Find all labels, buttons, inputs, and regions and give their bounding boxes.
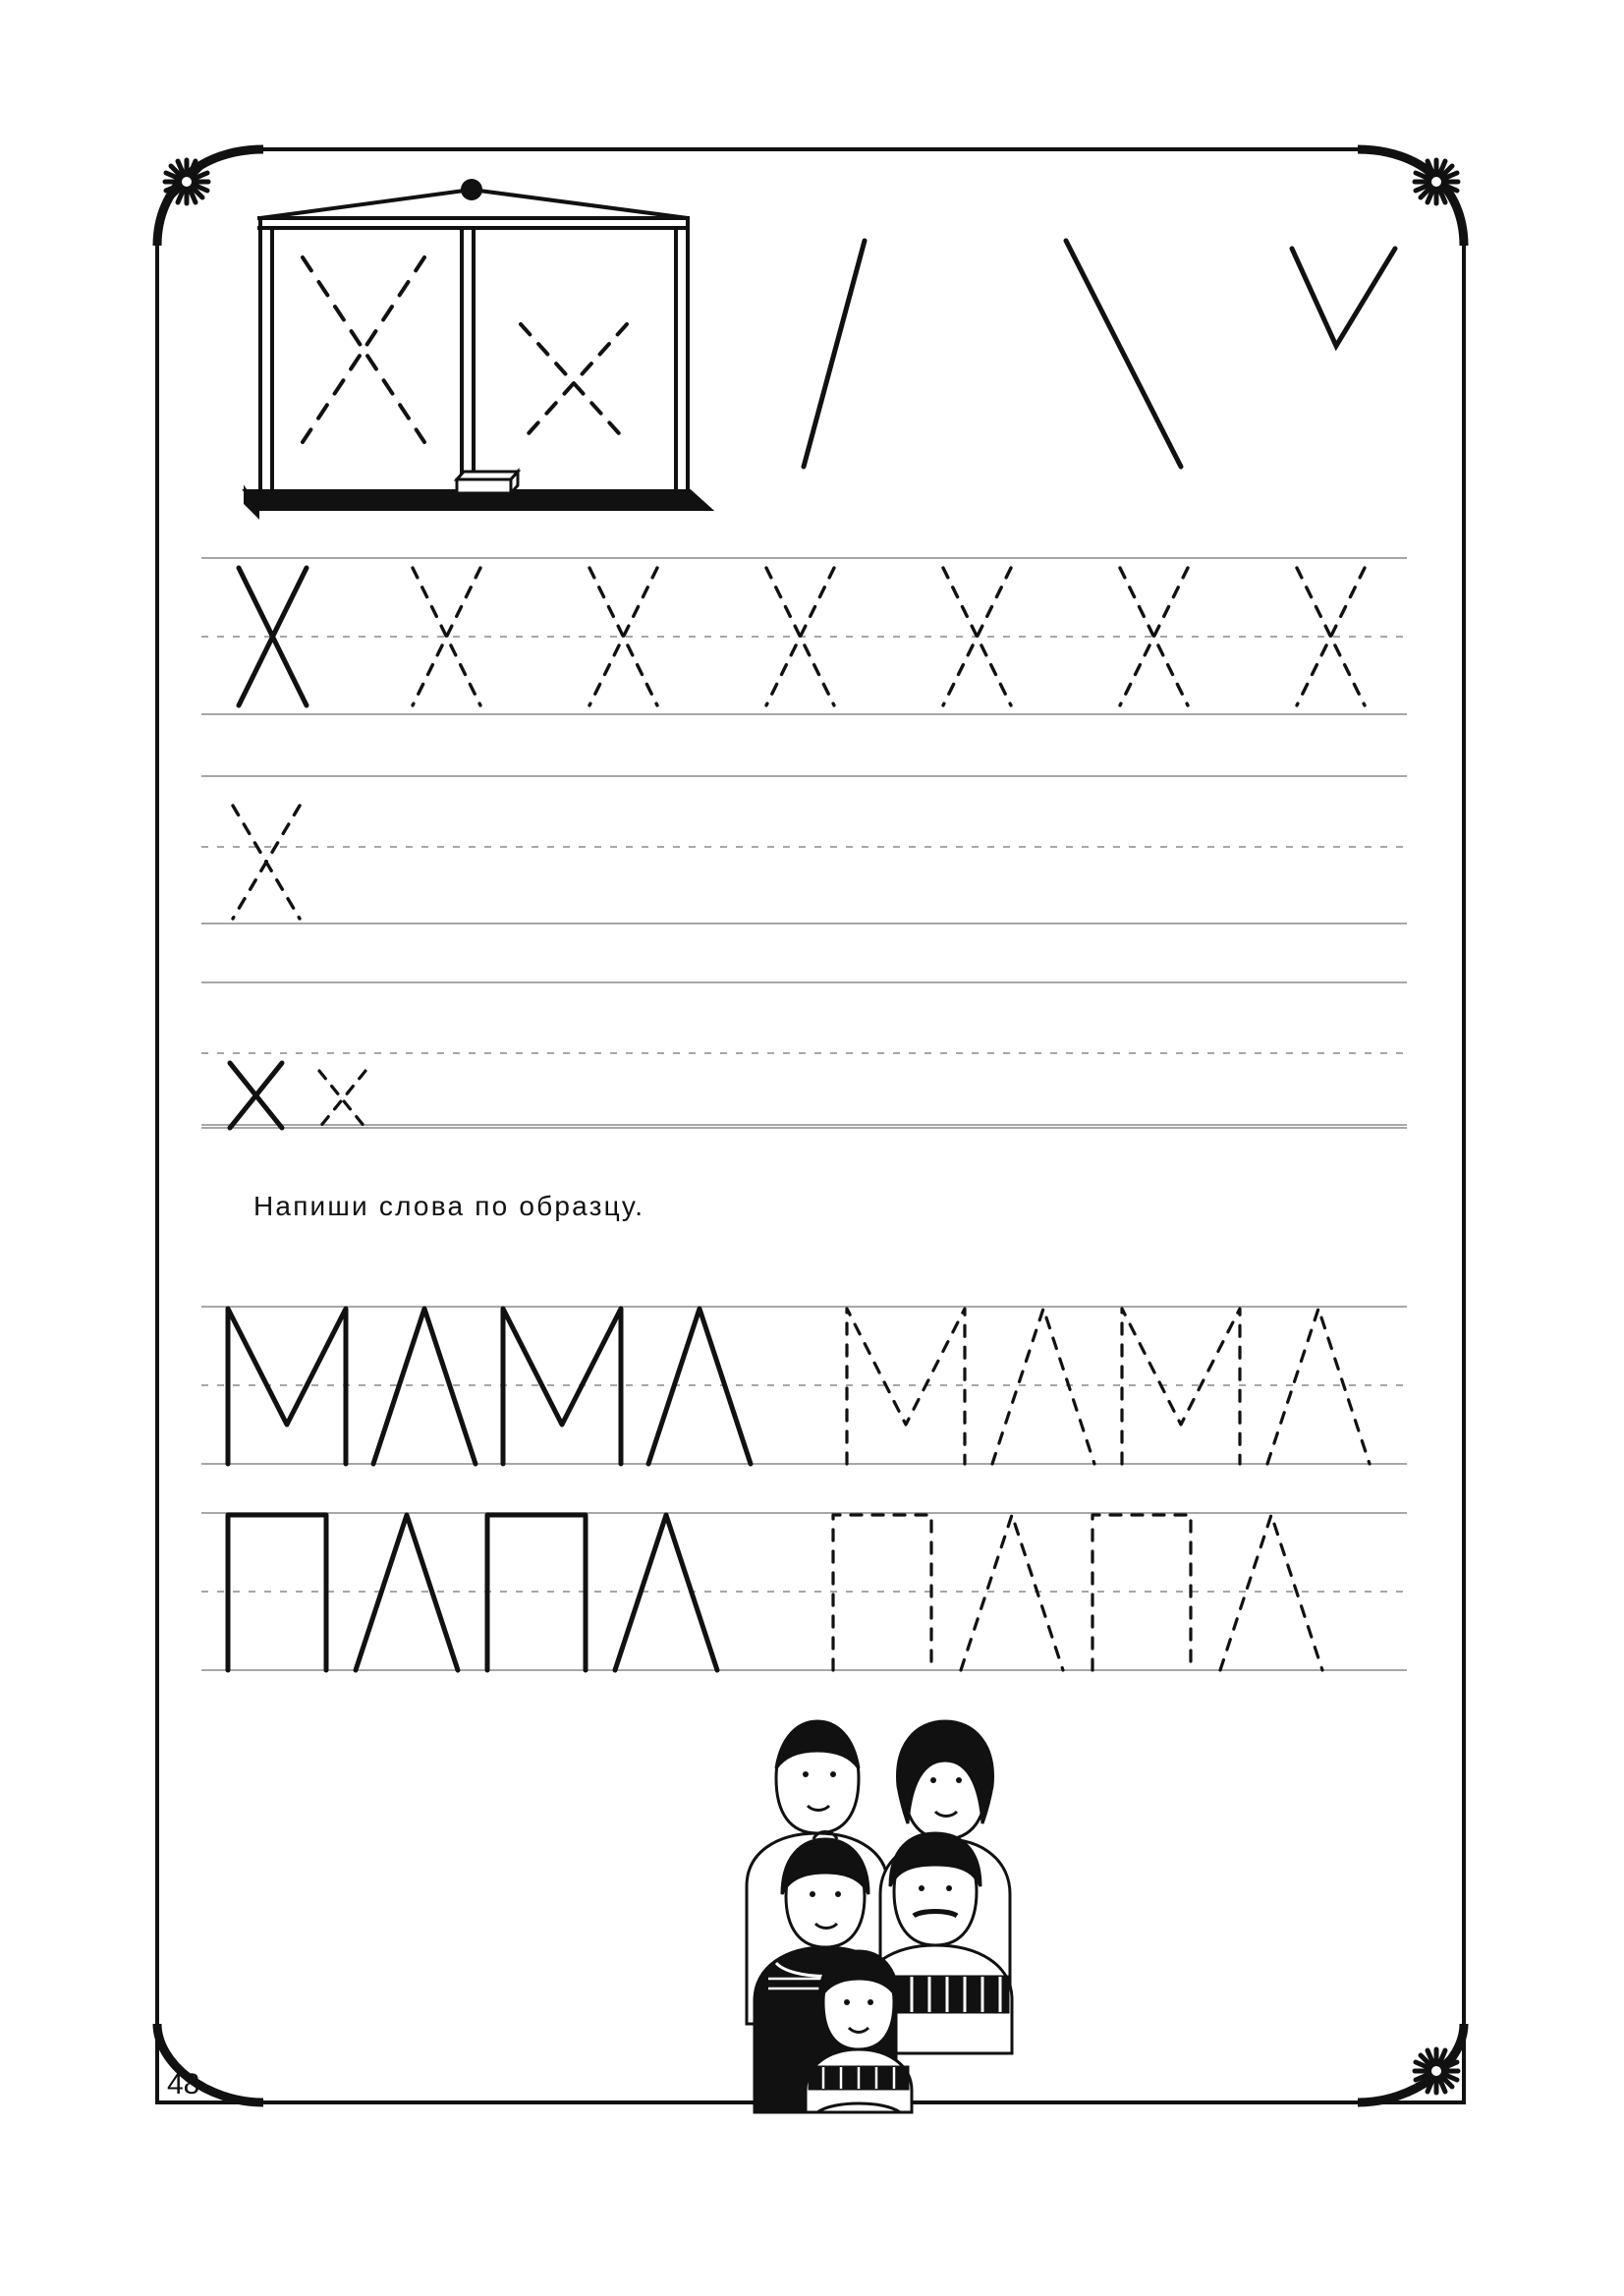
row-blank-practice bbox=[201, 982, 1407, 1125]
stroke-practice-row bbox=[804, 241, 1395, 467]
row-lowercase-x-small bbox=[201, 776, 1407, 924]
house-frame-illustration bbox=[246, 179, 709, 515]
instruction-text: Напиши слова по образцу. bbox=[253, 1191, 645, 1221]
row-xx-pair bbox=[201, 1063, 1407, 1128]
family-illustration bbox=[747, 1721, 1012, 2112]
row-capital-x-large bbox=[201, 558, 1407, 714]
word-row-mama bbox=[201, 1307, 1407, 1464]
page-number: 48 bbox=[167, 2068, 200, 2100]
word-row-papa bbox=[201, 1513, 1407, 1670]
